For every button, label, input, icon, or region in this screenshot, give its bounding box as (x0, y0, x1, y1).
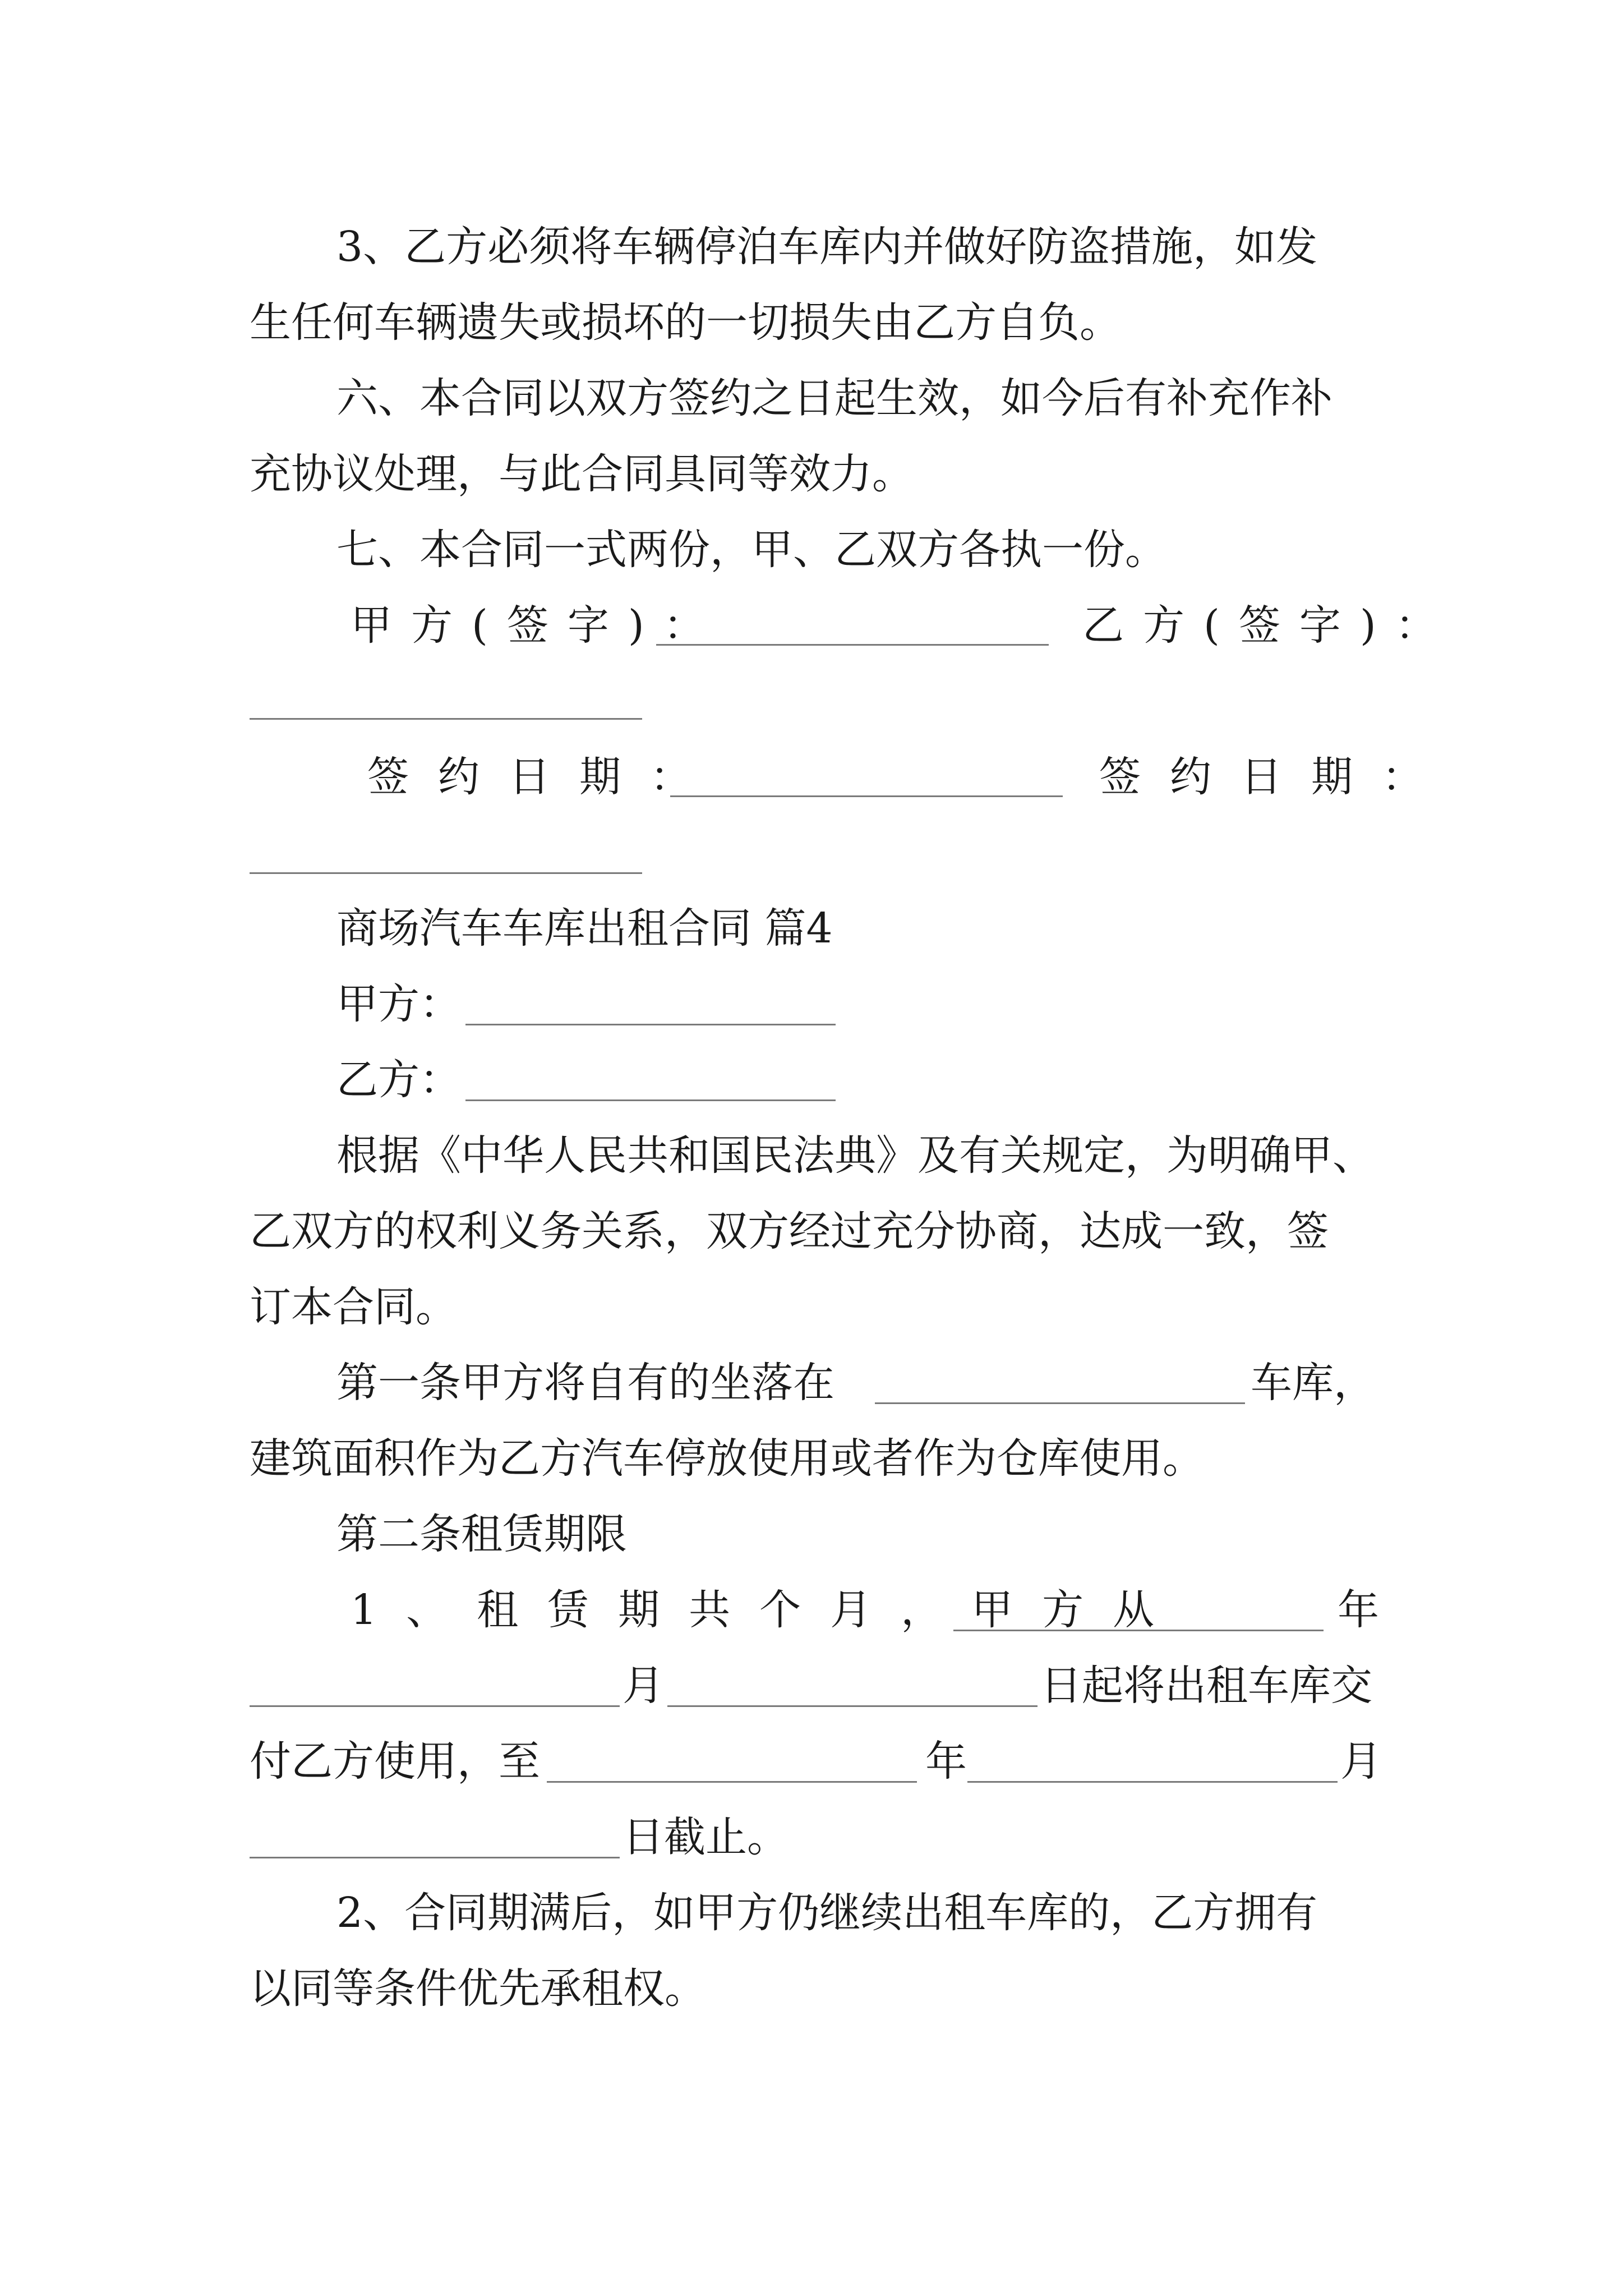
start-month-blank[interactable] (250, 1705, 620, 1707)
paragraph-line: 3、乙方必须将车辆停泊车库内并做好防盗措施，如发 (336, 223, 1318, 271)
signature-blank-b[interactable] (250, 718, 642, 720)
start-year-blank[interactable] (953, 1630, 1324, 1631)
party-a-blank[interactable] (465, 1024, 836, 1025)
lease-term-text: 日起将出租车库交 (1040, 1662, 1372, 1710)
end-day-blank[interactable] (250, 1857, 620, 1858)
paragraph-line: 生任何车辆遗失或损坏的一切损失由乙方自负。 (250, 298, 1121, 347)
signature-label-a: 甲方(签字)： (351, 601, 724, 650)
month-label: 月 (623, 1662, 664, 1710)
paragraph-line: 以同等条件优先承租权。 (250, 1964, 706, 2013)
start-day-blank[interactable] (667, 1705, 1038, 1707)
party-a-label: 甲方： (336, 980, 461, 1028)
date-blank-a[interactable] (670, 795, 1063, 797)
paragraph-line: 七、本合同一式两份，甲、乙双方各执一份。 (336, 526, 1166, 574)
lease-term-text: 付乙方使用，至 (250, 1737, 540, 1786)
year-label: 年 (1338, 1586, 1379, 1634)
paragraph-line: 乙双方的权利义务关系，双方经过充分协商，达成一致，签 (250, 1207, 1329, 1255)
date-label-b: 签约日期： (1099, 753, 1453, 801)
lease-term-text: 日截止。 (623, 1813, 789, 1861)
date-blank-b[interactable] (250, 872, 642, 874)
paragraph-line: 2、合同期满后，如甲方仍继续出租车库的，乙方拥有 (336, 1889, 1318, 1937)
party-b-blank[interactable] (465, 1099, 836, 1101)
article-2-title: 第二条租赁期限 (336, 1510, 627, 1558)
paragraph-line: 充协议处理，与此合同具同等效力。 (250, 450, 914, 498)
paragraph-line: 订本合同。 (250, 1283, 457, 1331)
location-blank[interactable] (875, 1402, 1245, 1404)
lease-term-text: 1、租赁期共个月，甲方从 (351, 1586, 1184, 1634)
article-1-text-end: 车库， (1251, 1359, 1375, 1407)
signature-blank-a[interactable] (656, 644, 1049, 646)
paragraph-line: 六、本合同以双方签约之日起生效，如今后有补充作补 (336, 374, 1332, 422)
article-1-text: 第一条甲方将自有的坐落在 (336, 1359, 834, 1407)
year-label: 年 (925, 1737, 967, 1786)
date-label-a: 签约日期： (367, 753, 721, 801)
paragraph-line: 建筑面积作为乙方汽车停放使用或者作为仓库使用。 (250, 1434, 1204, 1483)
signature-label-b: 乙方(签字)： (1082, 601, 1456, 650)
month-label: 月 (1340, 1737, 1382, 1786)
end-year-blank[interactable] (547, 1781, 917, 1783)
section-heading: 商场汽车车库出租合同 篇4 (336, 904, 833, 953)
paragraph-line: 根据《中华人民共和国民法典》及有关规定，为明确甲、 (336, 1131, 1374, 1180)
end-month-blank[interactable] (967, 1781, 1338, 1783)
party-b-label: 乙方： (336, 1056, 461, 1104)
